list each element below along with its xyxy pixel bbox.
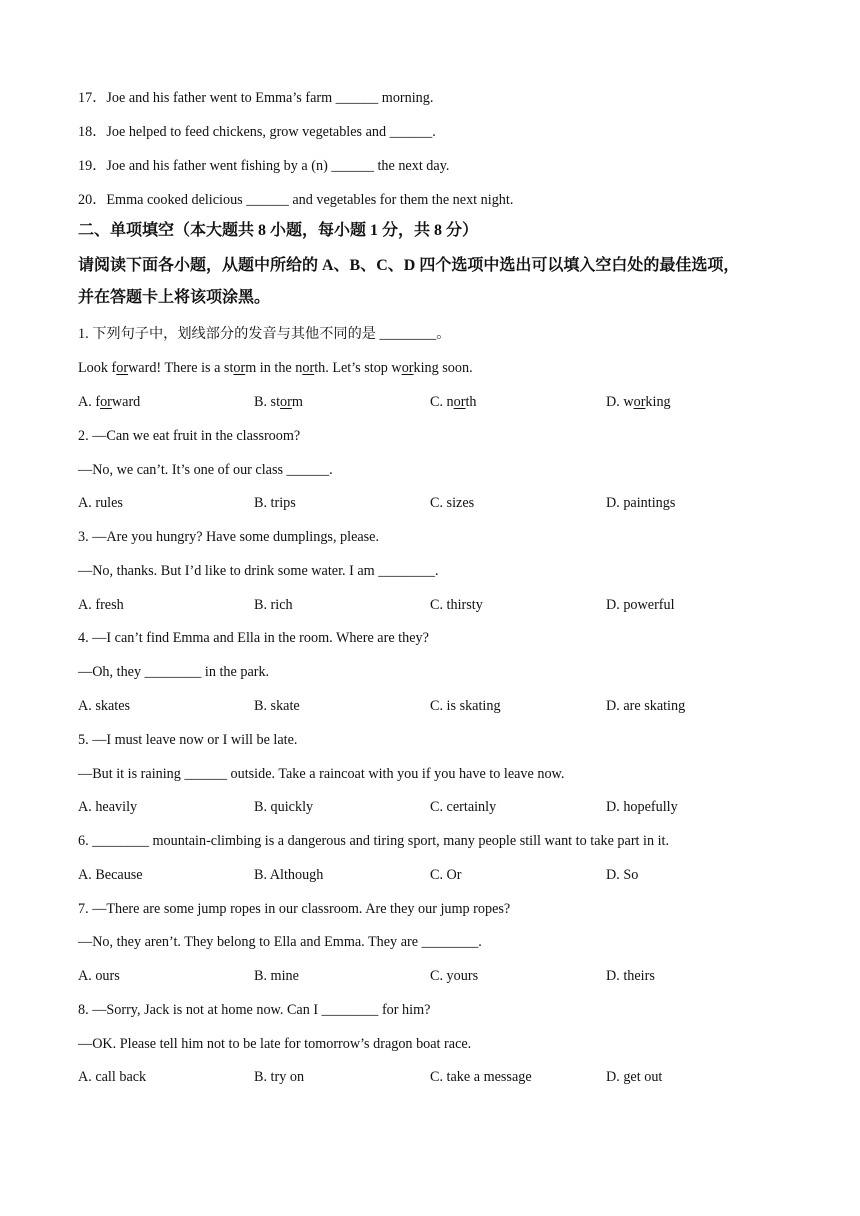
question-7-option-a[interactable]: A. ours (78, 968, 120, 984)
question-7-line-1: 7. —There are some jump ropes in our classroom. Are they our jump ropes? (78, 901, 511, 917)
question-2-option-d[interactable]: D. paintings (606, 495, 676, 511)
question-2-option-b[interactable]: B. trips (254, 495, 296, 511)
question-8-option-b[interactable]: B. try on (254, 1069, 305, 1085)
question-8-option-c[interactable]: C. take a message (430, 1069, 532, 1085)
section-title: 二、单项填空（本大题共 8 小题，每小题 1 分，共 8 分） (78, 222, 479, 239)
question-4-line-1: 4. —I can’t find Emma and Ella in the room. Where are they? (78, 630, 429, 646)
section-instruction-cont: 并在答题卡上将该项涂黑。 (78, 289, 271, 306)
question-4-line-2: —Oh, they ________ in the park. (78, 664, 270, 680)
question-7-line-2: —No, they aren’t. They belong to Ella and Emma. They are ________. (78, 934, 482, 950)
question-1-option-c[interactable]: C. north (430, 394, 477, 410)
item-17: 17．Joe and his father went to Emma’s farm ______ morning. (78, 90, 434, 106)
question-4-option-d[interactable]: D. are skating (606, 698, 686, 714)
question-2-option-c[interactable]: C. sizes (430, 495, 475, 511)
question-1-sentence: Look forward! There is a storm in the north. Let’s stop working soon. (78, 360, 473, 376)
question-3-option-c[interactable]: C. thirsty (430, 597, 483, 613)
question-6-option-a[interactable]: A. Because (78, 867, 143, 883)
question-2-line-1: 2. —Can we eat fruit in the classroom? (78, 428, 301, 444)
question-5-option-b[interactable]: B. quickly (254, 799, 314, 815)
question-5-option-d[interactable]: D. hopefully (606, 799, 678, 815)
question-6-line-1: 6. ________ mountain-climbing is a dangerous and tiring sport, many people still want to take part in it. (78, 833, 670, 849)
question-1-option-d[interactable]: D. working (606, 394, 671, 410)
question-8-line-2: —OK. Please tell him not to be late for tomorrow’s dragon boat race. (78, 1036, 472, 1052)
question-6-option-b[interactable]: B. Although (254, 867, 324, 883)
question-8-option-a[interactable]: A. call back (78, 1069, 147, 1085)
question-7-option-d[interactable]: D. theirs (606, 968, 655, 984)
item-20: 20．Emma cooked delicious ______ and vegetables for them the next night. (78, 192, 514, 208)
item-18: 18．Joe helped to feed chickens, grow vegetables and ______. (78, 124, 436, 140)
question-2-line-2: —No, we can’t. It’s one of our class ______. (78, 462, 333, 478)
question-3-line-1: 3. —Are you hungry? Have some dumplings, please. (78, 529, 380, 545)
question-5-option-a[interactable]: A. heavily (78, 799, 138, 815)
question-4-option-c[interactable]: C. is skating (430, 698, 501, 714)
section-instruction: 请阅读下面各小题，从题中所给的 A、B、C、D 四个选项中选出可以填入空白处的最佳选项， (78, 257, 740, 274)
question-7-option-b[interactable]: B. mine (254, 968, 299, 984)
question-3-option-a[interactable]: A. fresh (78, 597, 124, 613)
question-5-option-c[interactable]: C. certainly (430, 799, 497, 815)
question-8-line-1: 8. —Sorry, Jack is not at home now. Can I ________ for him? (78, 1002, 431, 1018)
question-4-option-a[interactable]: A. skates (78, 698, 131, 714)
question-8-option-d[interactable]: D. get out (606, 1069, 663, 1085)
question-6-option-c[interactable]: C. Or (430, 867, 462, 883)
question-3-option-d[interactable]: D. powerful (606, 597, 675, 613)
question-3-line-2: —No, thanks. But I’d like to drink some water. I am ________. (78, 563, 439, 579)
question-4-option-b[interactable]: B. skate (254, 698, 300, 714)
question-7-option-c[interactable]: C. yours (430, 968, 479, 984)
question-6-option-d[interactable]: D. So (606, 867, 639, 883)
question-5-line-1: 5. —I must leave now or I will be late. (78, 732, 298, 748)
item-19: 19．Joe and his father went fishing by a (n) ______ the next day. (78, 158, 450, 174)
question-1-stem: 1. 下列句子中，划线部分的发音与其他不同的是 ________。 (78, 326, 451, 342)
question-5-line-2: —But it is raining ______ outside. Take a raincoat with you if you have to leave now. (78, 766, 565, 782)
question-1-option-b[interactable]: B. storm (254, 394, 303, 410)
question-2-option-a[interactable]: A. rules (78, 495, 123, 511)
question-3-option-b[interactable]: B. rich (254, 597, 293, 613)
question-1-option-a[interactable]: A. forward (78, 394, 141, 410)
